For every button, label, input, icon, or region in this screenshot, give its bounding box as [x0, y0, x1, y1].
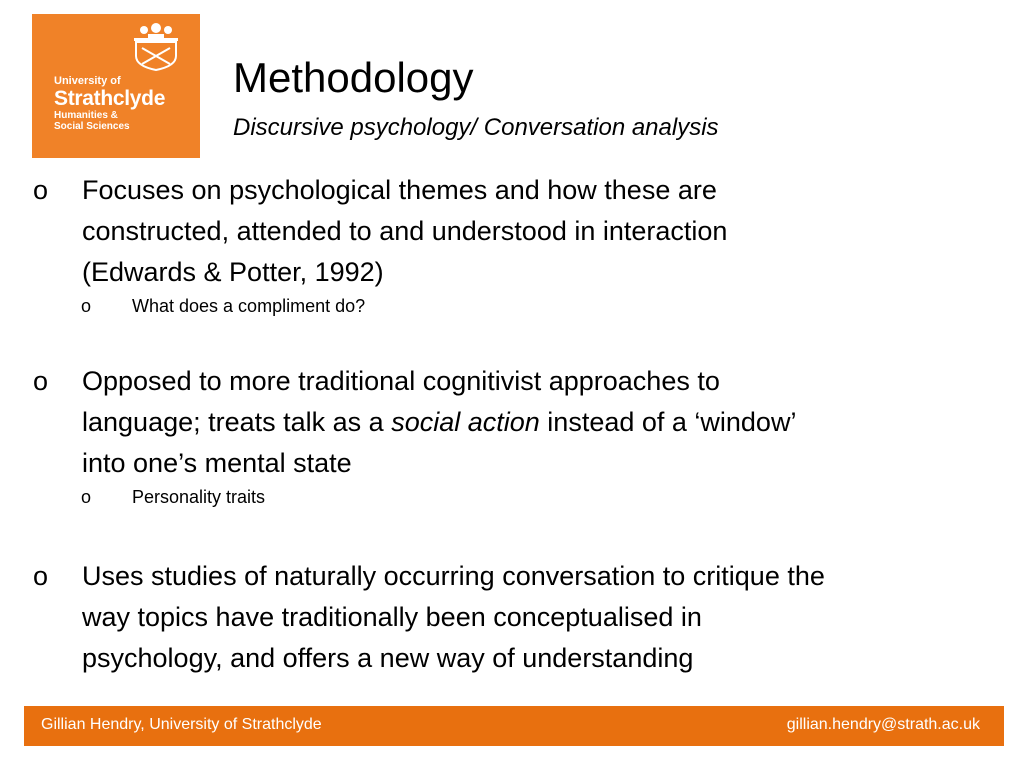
bullet-2-line-2-end: instead of a ‘window’ [539, 407, 797, 437]
sub-bullet-2-text: Personality traits [132, 487, 266, 507]
bullet-3 [33, 556, 993, 679]
sub-bullet-marker: o [81, 296, 92, 316]
logo-wordmark [54, 76, 165, 132]
bullet-3-line-1: Uses studies of naturally occurring conversation to critique the [82, 561, 825, 591]
slide-footer [24, 706, 1004, 746]
footer-email: gillian.hendry@strath.ac.uk [786, 716, 980, 733]
spacer [33, 319, 993, 361]
slide-content [33, 170, 993, 679]
slide-title: Methodology [233, 54, 474, 101]
spacer [33, 510, 993, 556]
crest-icon [130, 22, 182, 72]
bullet-2-emphasis: social action [391, 407, 540, 437]
bullet-2-line-1: Opposed to more traditional cognitivist approaches to [82, 366, 720, 396]
bullet-3-line-3: psychology, and offers a new way of understanding [82, 643, 694, 673]
footer-author: Gillian Hendry, University of Strathclyde [41, 716, 322, 733]
logo-line-4: Social Sciences [54, 121, 130, 132]
bullet-2 [33, 361, 993, 484]
bullet-marker: o [33, 366, 49, 396]
university-logo [32, 14, 200, 158]
sub-bullet-2 [33, 484, 993, 510]
bullet-marker: o [33, 175, 49, 205]
bullet-1 [33, 170, 993, 293]
bullet-1-line-1: Focuses on psychological themes and how these are [82, 175, 717, 205]
sub-bullet-marker: o [81, 487, 92, 507]
bullet-2-line-3: into one’s mental state [82, 448, 352, 478]
bullet-3-line-2: way topics have traditionally been conceptualised in [82, 602, 702, 632]
logo-line-2: Strathclyde [54, 87, 166, 110]
bullet-1-line-2: constructed, attended to and understood in interaction [82, 216, 728, 246]
bullet-2-line-2-start: language; treats talk as a [82, 407, 392, 437]
logo-line-1: University of [54, 75, 121, 87]
sub-bullet-1-text: What does a compliment do? [132, 296, 366, 316]
bullet-marker: o [33, 561, 49, 591]
slide-subtitle: Discursive psychology/ Conversation analysis [233, 114, 719, 141]
sub-bullet-1 [33, 293, 993, 319]
bullet-1-line-3: (Edwards & Potter, 1992) [82, 257, 384, 287]
logo-line-3: Humanities & [54, 110, 118, 121]
bullet-2-line-2 [82, 402, 993, 443]
